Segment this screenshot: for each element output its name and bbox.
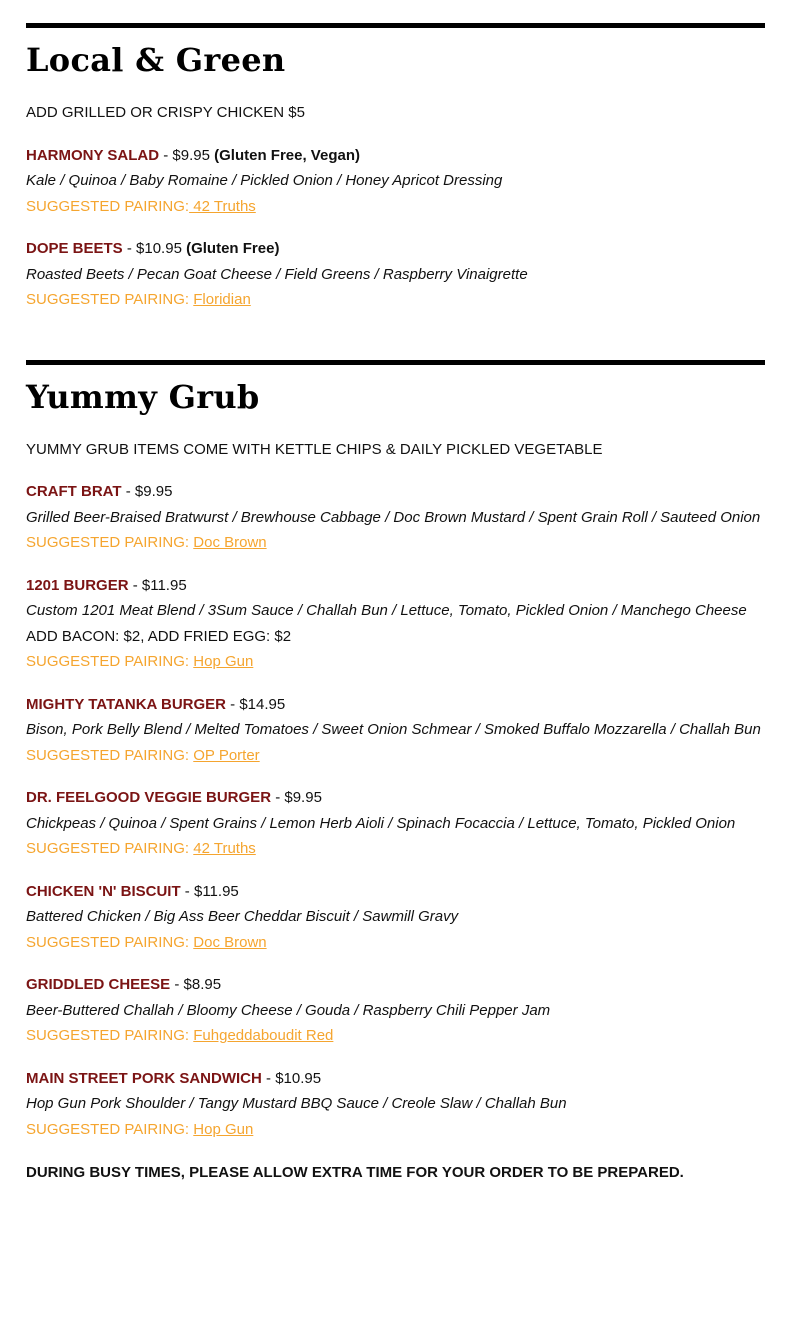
item-header — [26, 785, 765, 811]
separator: - — [159, 146, 173, 164]
item-description: Grilled Beer-Braised Bratwurst / Brewhouse Cabbage / Doc Brown Mustard / Spent Grain Roll / Sauteed Onion — [26, 508, 761, 526]
item-description: Battered Chicken / Big Ass Beer Cheddar Biscuit / Sawmill Gravy — [26, 908, 459, 925]
menu-item — [26, 143, 765, 220]
item-name: DR. FEELGOOD VEGGIE BURGER — [26, 789, 272, 806]
item-price: $11.95 — [141, 576, 187, 594]
item-description: Beer-Buttered Challah / Bloomy Cheese / Gouda / Raspberry Chili Pepper Jam — [26, 1001, 551, 1019]
item-name: GRIDDLED CHEESE — [26, 976, 171, 993]
item-description: Hop Gun Pork Shoulder / Tangy Mustard BBQ Sauce / Creole Slaw / Challah Bun — [26, 1095, 567, 1112]
item-header — [26, 143, 765, 169]
item-name: MAIN STREET PORK SANDWICH — [26, 1069, 262, 1087]
item-description: Kale / Quinoa / Baby Romaine / Pickled Onion / Honey Apricot Dressing — [26, 172, 503, 189]
pairing-label: SUGGESTED PAIRING: — [26, 653, 190, 670]
menu-item — [26, 573, 765, 675]
item-price: $9.95 — [284, 789, 322, 806]
item-dietary: (Gluten Free) — [186, 240, 280, 257]
item-addons: ADD BACON: $2, ADD FRIED EGG: $2 — [26, 627, 292, 645]
pairing-label: SUGGESTED PAIRING: — [26, 197, 190, 215]
suggested-pairing — [26, 287, 765, 313]
section-title: Yummy Grub — [26, 377, 260, 416]
menu-section-1 — [26, 360, 765, 1143]
pairing-link[interactable]: Fuhgeddaboudit Red — [193, 1027, 334, 1044]
separator: - — [271, 789, 285, 806]
menu-section-0 — [26, 23, 765, 313]
pairing-label: SUGGESTED PAIRING: — [26, 1027, 190, 1044]
item-description: Bison, Pork Belly Blend / Melted Tomatoes / Sweet Onion Schmear / Smoked Buffalo Mozzarella / Challah Bun — [26, 721, 761, 738]
suggested-pairing — [26, 1117, 765, 1143]
pairing-link[interactable]: 42 Truths — [189, 197, 256, 215]
pairing-label: SUGGESTED PAIRING: — [26, 534, 190, 551]
item-name: CRAFT BRAT — [26, 483, 122, 500]
menu — [26, 23, 765, 1186]
separator: - — [128, 576, 142, 594]
pairing-label: SUGGESTED PAIRING: — [26, 933, 190, 951]
item-header — [26, 479, 765, 505]
suggested-pairing — [26, 1023, 765, 1049]
separator: - — [122, 240, 137, 257]
pairing-label: SUGGESTED PAIRING: — [26, 840, 190, 857]
section-title: Local & Green — [26, 41, 286, 79]
separator: - — [261, 1069, 276, 1087]
pairing-label: SUGGESTED PAIRING: — [26, 1120, 190, 1138]
separator: - — [226, 695, 240, 713]
item-price: $10.95 — [136, 240, 182, 257]
item-price: $14.95 — [239, 695, 286, 713]
item-description: Custom 1201 Meat Blend / 3Sum Sauce / Challah Bun / Lettuce, Tomato, Pickled Onion / Manchego Cheese — [26, 602, 747, 619]
pairing-link[interactable]: Doc Brown — [193, 933, 267, 951]
item-name: CHICKEN 'N' BISCUIT — [26, 882, 181, 900]
suggested-pairing — [26, 743, 765, 769]
item-header — [26, 879, 765, 905]
item-name: HARMONY SALAD — [26, 146, 160, 164]
menu-item — [26, 479, 765, 556]
item-price: $9.95 — [134, 483, 173, 500]
separator: - — [180, 882, 194, 900]
item-header — [26, 236, 765, 262]
pairing-link[interactable]: Floridian — [193, 291, 251, 308]
section-divider — [26, 23, 765, 28]
pairing-link[interactable]: 42 Truths — [193, 840, 256, 857]
item-name: DOPE BEETS — [26, 240, 123, 257]
menu-item — [26, 879, 765, 956]
pairing-label: SUGGESTED PAIRING: — [26, 746, 190, 764]
item-header — [26, 573, 765, 599]
menu-item — [26, 785, 765, 862]
section-note: YUMMY GRUB ITEMS COME WITH KETTLE CHIPS & DAILY PICKLED VEGETABLE — [26, 440, 603, 458]
suggested-pairing — [26, 194, 765, 220]
separator: - — [170, 976, 184, 993]
item-header — [26, 1066, 765, 1092]
item-price: $8.95 — [183, 976, 222, 993]
suggested-pairing — [26, 649, 765, 675]
item-name: 1201 BURGER — [26, 576, 129, 594]
pairing-link[interactable]: OP Porter — [193, 746, 260, 764]
menu-item — [26, 236, 765, 313]
menu-item — [26, 972, 765, 1049]
suggested-pairing — [26, 836, 765, 862]
item-header — [26, 692, 765, 718]
separator: - — [121, 483, 135, 500]
pairing-link[interactable]: Hop Gun — [193, 653, 254, 670]
pairing-link[interactable]: Hop Gun — [193, 1120, 254, 1138]
suggested-pairing — [26, 930, 765, 956]
section-divider — [26, 360, 765, 365]
item-dietary: (Gluten Free, Vegan) — [214, 146, 360, 164]
pairing-label: SUGGESTED PAIRING: — [26, 291, 190, 308]
item-price: $10.95 — [275, 1069, 322, 1087]
item-name: MIGHTY TATANKA BURGER — [26, 695, 226, 713]
menu-item — [26, 1066, 765, 1143]
suggested-pairing — [26, 530, 765, 556]
item-description: Chickpeas / Quinoa / Spent Grains / Lemon Herb Aioli / Spinach Focaccia / Lettuce, Tomato, Pickled Onion — [26, 814, 736, 832]
section-note: ADD GRILLED OR CRISPY CHICKEN $5 — [26, 104, 305, 121]
item-header — [26, 972, 765, 998]
menu-item — [26, 692, 765, 769]
item-description: Roasted Beets / Pecan Goat Cheese / Field Greens / Raspberry Vinaigrette — [26, 265, 528, 283]
item-price: $11.95 — [193, 882, 239, 900]
footer-note: DURING BUSY TIMES, PLEASE ALLOW EXTRA TIME FOR YOUR ORDER TO BE PREPARED. — [26, 1164, 684, 1181]
pairing-link[interactable]: Doc Brown — [193, 534, 267, 551]
item-price: $9.95 — [172, 146, 210, 164]
